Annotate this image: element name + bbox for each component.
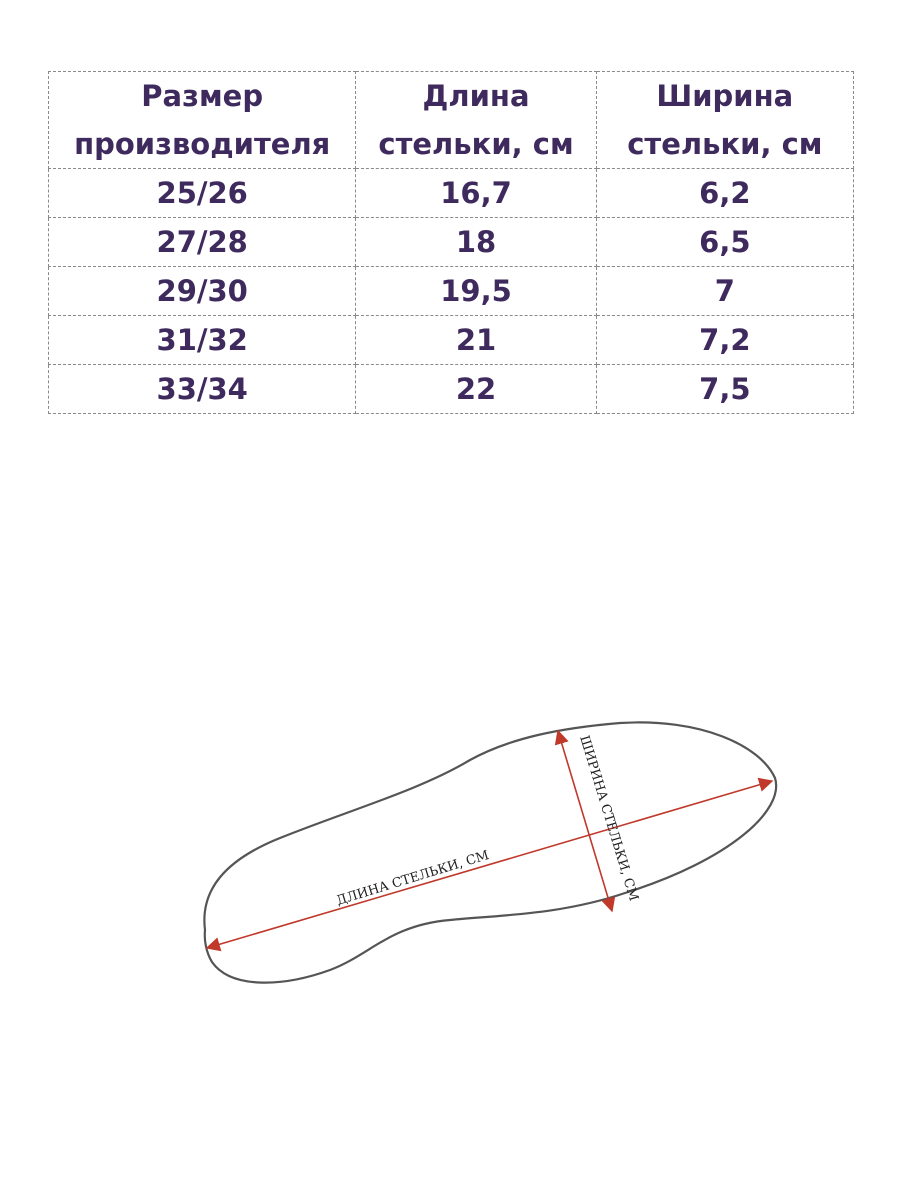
- header-insole-length: [356, 72, 596, 169]
- cell-width: 7: [596, 267, 853, 316]
- header-line: стельки, см: [378, 127, 574, 161]
- length-label: ДЛИНА СТЕЛЬКИ, СМ: [334, 848, 491, 909]
- insole-diagram: [0, 700, 900, 1030]
- cell-size: 27/28: [49, 218, 356, 267]
- size-chart-table: [48, 71, 854, 414]
- cell-width: 7,5: [596, 365, 853, 414]
- length-arrow: [207, 781, 772, 948]
- header-line: производителя: [74, 127, 331, 161]
- header-insole-width: [596, 72, 853, 169]
- cell-length: 19,5: [356, 267, 596, 316]
- cell-size: 25/26: [49, 169, 356, 218]
- table-row: [49, 365, 854, 414]
- cell-length: 21: [356, 316, 596, 365]
- cell-length: 16,7: [356, 169, 596, 218]
- cell-size: 31/32: [49, 316, 356, 365]
- cell-size: 33/34: [49, 365, 356, 414]
- cell-size: 29/30: [49, 267, 356, 316]
- cell-width: 6,2: [596, 169, 853, 218]
- cell-width: 7,2: [596, 316, 853, 365]
- table-row: [49, 316, 854, 365]
- width-label: ШИРИНА СТЕЛЬКИ, СМ: [576, 733, 641, 903]
- cell-width: 6,5: [596, 218, 853, 267]
- header-line: Длина: [422, 79, 530, 113]
- header-manufacturer-size: [49, 72, 356, 169]
- header-line: Ширина: [656, 79, 794, 113]
- table-row: [49, 267, 854, 316]
- table-row: [49, 169, 854, 218]
- cell-length: 18: [356, 218, 596, 267]
- insole-outline: [204, 722, 776, 982]
- header-line: стельки, см: [627, 127, 823, 161]
- table-header-row: [49, 72, 854, 169]
- table-row: [49, 218, 854, 267]
- cell-length: 22: [356, 365, 596, 414]
- header-line: Размер: [141, 79, 264, 113]
